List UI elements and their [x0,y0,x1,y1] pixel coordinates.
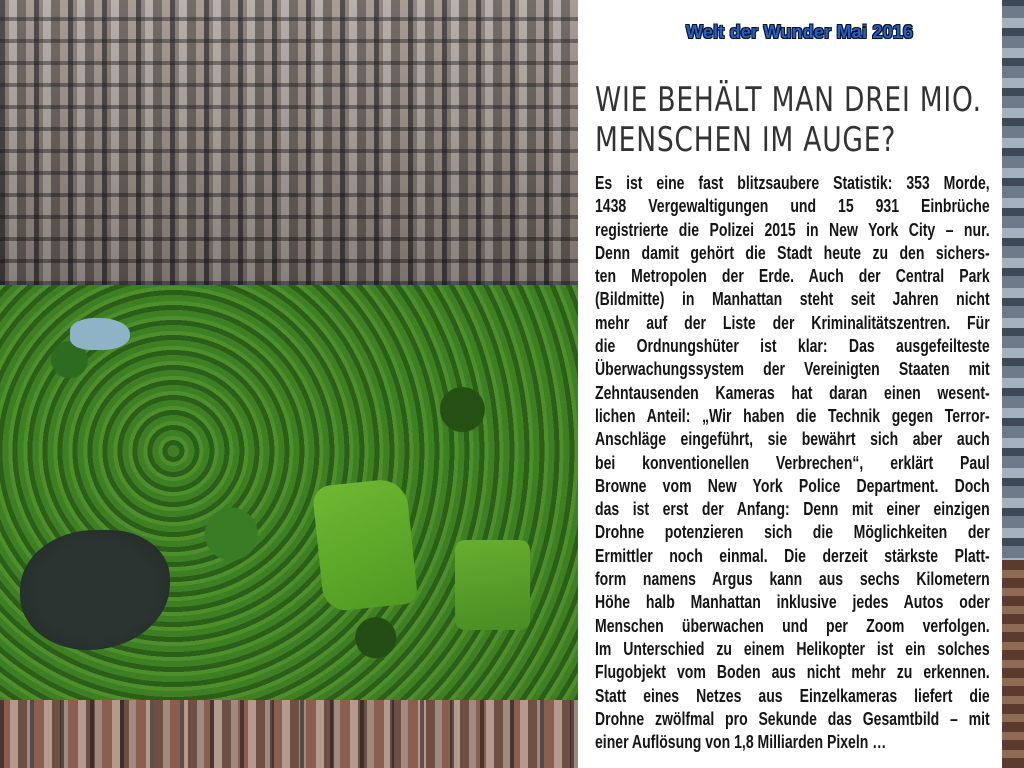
body-line: einer Auflösung von 1,8 Milliarden Pixeln … [595,732,887,753]
body-line: Drohne zwölfmal pro Sekunde das Gesamtbild – mit [595,708,990,729]
body-line: Flugobjekt vom Boden aus nicht mehr zu erkennen. [595,662,990,683]
body-line: Browne vom New York Police Department. Doch [595,475,990,496]
article-headline [595,80,1001,160]
body-line: lichen Anteil: „Wir haben die Technik gegen Terror- [595,405,990,426]
body-line: registrierte die Polizei 2015 in New York City – nur. [595,219,990,240]
adjacent-page-photo-edge [1002,0,1024,768]
body-line: Zehntausenden Kameras hat daran einen wesent- [595,382,990,403]
body-line: Überwachungssystem der Vereinigten Staaten mit [595,359,990,380]
body-line: Es ist eine fast blitzsaubere Statistik: 353 Morde, [595,173,990,193]
body-line: das ist erst der Anfang: Denn mit einer einzigen [595,499,990,520]
body-line: bei konventionellen Verbrechen“, erklärt Paul [595,452,990,473]
body-line: Statt eines Netzes aus Einzelkameras liefert die [595,685,990,706]
body-line: Ermittler noch einmal. Die derzeit stärkste Platt- [595,545,990,566]
body-line: (Bildmitte) in Manhattan steht seit Jahren nicht [595,289,990,310]
sheep-meadow-lawn [312,477,419,612]
headline-line: MENSCHEN IM AUGE? [595,120,897,160]
headline-line: WIE BEHÄLT MAN DREI MIO. [595,80,982,120]
body-line: ten Metropolen der Erde. Auch der Central Park [595,266,990,287]
body-line: Denn damit gehört die Stadt heute zu den sichers- [595,242,990,263]
body-line: Menschen überwachen und per Zoom verfolgen. [595,615,990,636]
body-line: 1438 Vergewaltigungen und 15 931 Einbrüche [595,196,990,217]
body-line: mehr auf der Liste der Kriminalitätszentren. Für [595,312,990,333]
body-line: die Ordnungshüter ist klar: Das ausgefeilteste [595,336,990,357]
body-line: Im Unterschied zu einem Helikopter ist ein solches [595,638,990,659]
body-line: Anschläge eingeführt, sie bewährt sich aber auch [595,429,990,450]
body-line: form namens Argus kann aus sechs Kilometern [595,569,990,590]
body-line: Höhe halb Manhattan inklusive jedes Autos oder [595,592,990,613]
magazine-source-label: Welt der Wunder Mai 2016 [686,22,914,42]
city-blocks-bottom [0,700,578,768]
ballfield-lawn [455,540,530,630]
city-blocks-top [0,0,578,285]
body-line: Drohne potenzieren sich die Möglichkeiten der [595,522,990,543]
park-pond [70,318,130,350]
article-body [595,172,990,754]
